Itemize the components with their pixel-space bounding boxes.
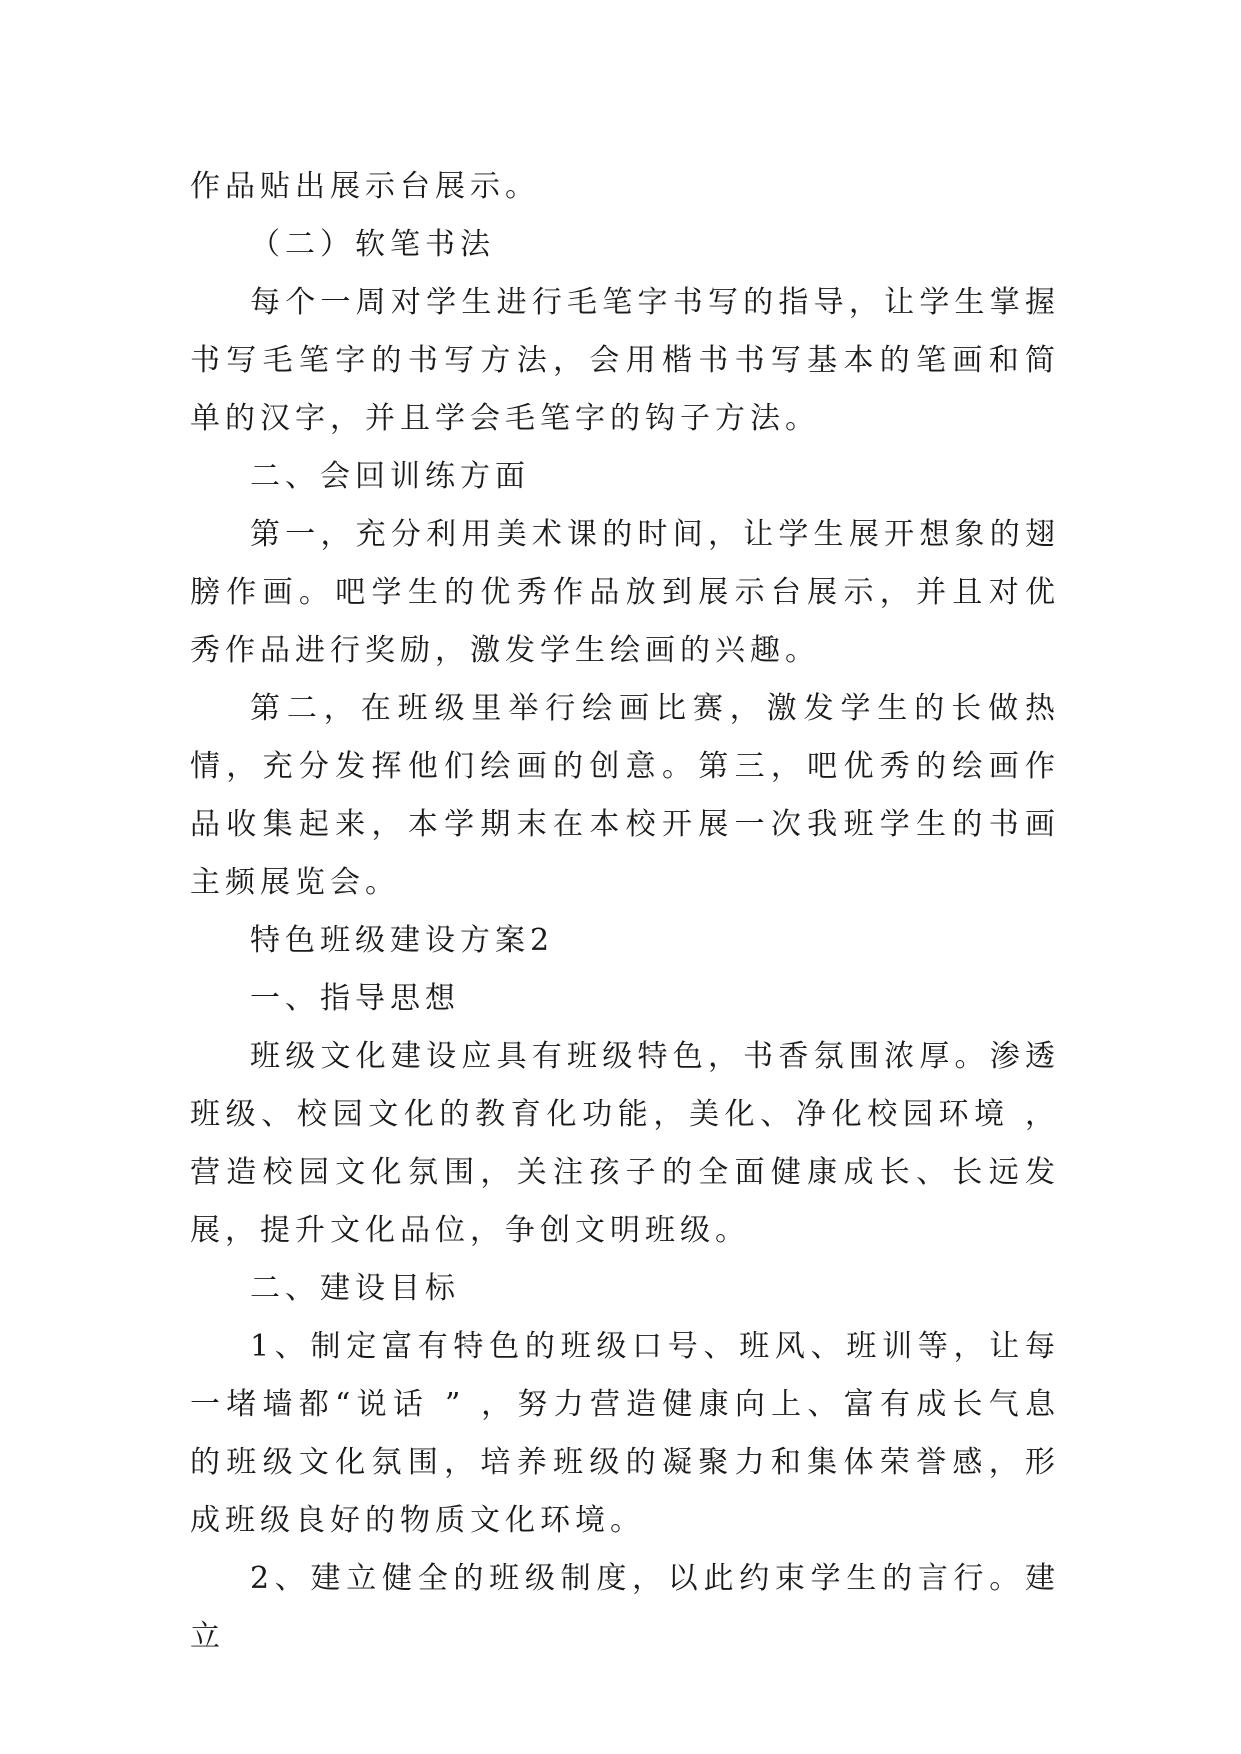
list-item: 1、制定富有特色的班级口号、班风、班训等，让每一堵墙都“说话 ” ，努力营造健康向上、富有成长气息的班级文化氛围，培养班级的凝聚力和集体荣誉感，形成班级良好的物质文化环境。 <box>190 1329 1060 1538</box>
paragraph: 每个一周对学生进行毛笔字书写的指导，让学生掌握书写毛笔字的书写方法，会用楷书书写基本的笔画和简单的汉字，并且学会毛笔字的钩子方法。 <box>190 285 1060 436</box>
section-heading-construction-goals: 二、建设目标 <box>250 1271 460 1306</box>
paragraph: 第二，在班级里举行绘画比赛，激发学生的长做热情，充分发挥他们绘画的创意。第三，吧优秀的绘画作品收集起来，本学期末在本校开展一次我班学生的书画主频展览会。 <box>190 691 1060 900</box>
paragraph: 第一，充分利用美术课的时间，让学生展开想象的翅膀作画。吧学生的优秀作品放到展示台展示，并且对优秀作品进行奖励，激发学生绘画的兴趣。 <box>190 517 1060 668</box>
document-body <box>190 158 1060 1666</box>
paragraph-continuation: 作品贴出展示台展示。 <box>190 169 540 204</box>
section-heading-guiding-ideology: 一、指导思想 <box>250 981 460 1016</box>
section-heading-drawing-training: 二、会回训练方面 <box>250 459 530 494</box>
list-item: 2、建立健全的班级制度，以此约束学生的言行。建立 <box>190 1561 1060 1654</box>
plan-title: 特色班级建设方案2 <box>250 923 555 958</box>
section-heading-soft-brush-calligraphy: （二）软笔书法 <box>250 227 495 262</box>
paragraph: 班级文化建设应具有班级特色，书香氛围浓厚。渗透班级、校园文化的教育化功能，美化、净化校园环境 ，营造校园文化氛围，关注孩子的全面健康成长、长远发展，提升文化品位，争创文明班级。 <box>190 1039 1060 1248</box>
